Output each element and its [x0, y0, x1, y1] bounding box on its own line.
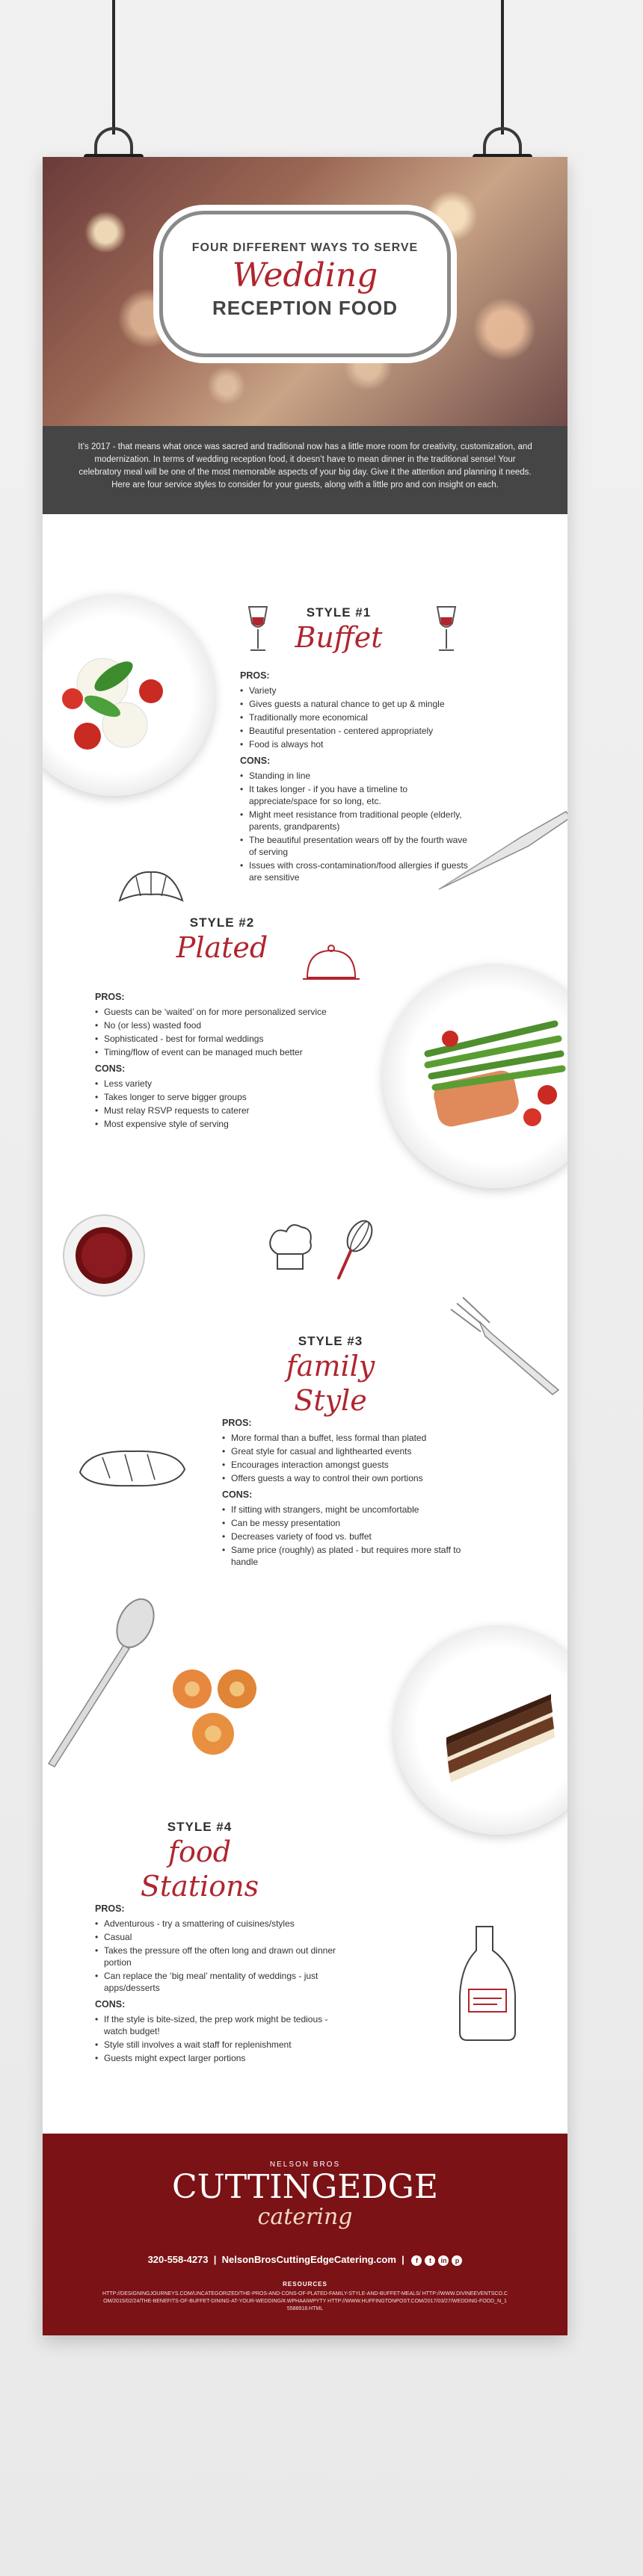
list-item: • If the style is bite-sized, the prep work might be tedious - watch budget!	[95, 2013, 342, 2037]
asparagus-salmon-icon	[383, 964, 567, 1188]
style-2-details	[95, 986, 334, 1131]
pros-label: PROS:	[95, 1903, 125, 1914]
style-name: Buffet	[295, 621, 383, 654]
liquor-bottle-icon	[446, 1921, 529, 2048]
list-item: • Style still involves a wait staff for replenishment	[95, 2039, 342, 2051]
cons-list	[95, 2013, 342, 2064]
bread-loaf-icon	[73, 1442, 192, 1495]
pros-list	[95, 1918, 342, 1994]
brand-logo: CUTTINGEDGE	[172, 2168, 438, 2206]
pros-label: PROS:	[222, 1418, 252, 1428]
cons-label: CONS:	[95, 1999, 126, 2010]
sources-list: HTTP://DESIGNINGJOURNEYS.COM/UNCATEGORIZED/THE-PROS-AND-CONS-OF-PLATED-FAMILY-STYLE-AND-BUFFET-MEALS/ HTTP://WWW.DIVINEEVENTSCO.COM/2015/02/24/THE-BENEFITS-OF-BUFFET-DINING-AT-YOUR-WEDDING/#.WPHAAIWPYTY HTTP://WWW.HUFFINGTONPOST.COM/2017/03/27/WEDDING-FOOD_N_15588918.HTML	[102, 2291, 508, 2311]
hero-banner	[43, 157, 567, 426]
style-2-heading	[140, 915, 304, 965]
social-icons	[411, 2255, 462, 2266]
style-1-heading	[256, 605, 421, 655]
asparagus-plate-image	[383, 964, 567, 1188]
list-item: • More formal than a buffet, less formal than plated	[222, 1432, 476, 1444]
list-item: • Same price (roughly) as plated - but requires more staff to handle	[222, 1544, 476, 1568]
title-top: FOUR DIFFERENT WAYS TO SERVE	[191, 241, 419, 254]
style-name: food Stations	[140, 1835, 259, 1903]
title-frame	[159, 211, 451, 357]
style-number: STYLE #1	[306, 605, 372, 620]
style-name: family Style	[286, 1350, 375, 1417]
cons-label: CONS:	[222, 1489, 253, 1500]
pros-label: PROS:	[95, 992, 125, 1002]
cons-label: CONS:	[240, 756, 271, 766]
knife-icon	[431, 807, 567, 897]
pros-label: PROS:	[240, 670, 270, 681]
list-item: • Beautiful presentation - centered appropriately	[240, 725, 472, 737]
fork-icon	[446, 1293, 566, 1397]
style-3-details	[222, 1412, 476, 1569]
style-4-heading	[117, 1820, 282, 1903]
list-item: • Most expensive style of serving	[95, 1118, 334, 1130]
list-item: • Timing/flow of event can be managed much better	[95, 1046, 334, 1058]
list-item: • No (or less) wasted food	[95, 1019, 334, 1031]
list-item: • Guests can be ‘waited’ on for more personalized service	[95, 1006, 334, 1018]
separator: |	[402, 2254, 404, 2265]
list-item: • Adventurous - try a smattering of cuisines/styles	[95, 1918, 342, 1930]
footer	[43, 2134, 567, 2335]
brand-prefix: NELSON BROS	[269, 2160, 341, 2169]
cake-plate-image	[394, 1625, 567, 1835]
list-item: • It takes longer - if you have a timeline to appreciate/space for so long, etc.	[240, 783, 472, 807]
facebook-icon[interactable]: f	[411, 2255, 422, 2266]
wine-glass-icon	[431, 604, 461, 656]
list-item: • Might meet resistance from traditional people (elderly, parents, grandparents)	[240, 809, 472, 833]
style-number: STYLE #4	[167, 1820, 233, 1834]
style-3-heading	[248, 1334, 413, 1418]
cons-label: CONS:	[95, 1063, 126, 1074]
list-item: • Less variety	[95, 1078, 334, 1090]
croissant-icon	[114, 863, 188, 915]
list-item: • Must relay RSVP requests to caterer	[95, 1105, 334, 1116]
layer-cake-icon	[394, 1625, 567, 1835]
linkedin-icon[interactable]: in	[438, 2255, 449, 2266]
phone-number[interactable]: 320-558-4273	[147, 2254, 209, 2265]
list-item: • Can be messy presentation	[222, 1517, 476, 1529]
cons-list	[222, 1504, 476, 1568]
list-item: • Food is always hot	[240, 738, 472, 750]
list-item: • Takes longer to serve bigger groups	[95, 1091, 334, 1103]
list-item: • Variety	[240, 685, 472, 696]
cons-list	[95, 1078, 334, 1130]
list-item: • Gives guests a natural chance to get up & mingle	[240, 698, 472, 710]
title-bottom: RECEPTION FOOD	[212, 297, 398, 319]
pros-list	[222, 1432, 476, 1484]
intro-paragraph: It’s 2017 - that means what once was sacred and traditional now has a little more room for creativity, customization, and modernization. In terms of wedding reception food, it doesn’t have to mean dinner in the traditional sense! Your celebratory meal will be one of the most memorable aspects of your big day. Give it the attention and planning it needs. Here are four service styles to consider for your guests, along with a little pro and con insight on each.	[43, 426, 567, 514]
caprese-salad-icon	[43, 594, 215, 796]
appetizer-bites-icon	[155, 1659, 282, 1771]
infographic-poster	[43, 157, 567, 2335]
twitter-icon[interactable]: t	[425, 2255, 435, 2266]
whisk-icon	[333, 1218, 378, 1285]
list-item: • Issues with cross-contamination/food allergies if guests are sensitive	[240, 859, 472, 883]
list-item: • Great style for casual and lighthearted events	[222, 1445, 476, 1457]
brand-tagline: catering	[257, 2204, 353, 2230]
style-number: STYLE #3	[298, 1334, 363, 1348]
cloche-icon	[301, 942, 361, 986]
list-item: • If sitting with strangers, might be uncomfortable	[222, 1504, 476, 1516]
separator: |	[213, 2254, 217, 2265]
list-item: • Casual	[95, 1931, 342, 1943]
style-4-details	[95, 1898, 342, 2066]
list-item: • Standing in line	[240, 770, 472, 782]
list-item: • The beautiful presentation wears off by the fourth wave of serving	[240, 834, 472, 858]
list-item: • Takes the pressure off the often long and drawn out dinner portion	[95, 1945, 342, 1968]
pros-list	[95, 1006, 334, 1058]
hanging-wire-left	[112, 0, 115, 135]
list-item: • Sophisticated - best for formal weddings	[95, 1033, 334, 1045]
list-item: • Encourages interaction amongst guests	[222, 1459, 476, 1471]
pros-list	[240, 685, 472, 750]
contact-line	[43, 2254, 567, 2266]
spoon-icon	[43, 1592, 162, 1771]
style-name: Plated	[176, 931, 268, 964]
list-item: • Can replace the ‘big meal’ mentality of weddings - just apps/desserts	[95, 1970, 342, 1994]
website-link[interactable]: NelsonBrosCuttingEdgeCatering.com	[221, 2254, 396, 2265]
hanging-wire-right	[501, 0, 504, 135]
list-item: • Traditionally more economical	[240, 711, 472, 723]
pinterest-icon[interactable]: p	[452, 2255, 462, 2266]
wine-glass-topdown-icon	[59, 1211, 149, 1300]
title-script: Wedding	[232, 256, 378, 294]
chef-hat-icon	[264, 1218, 316, 1278]
caprese-plate-image	[43, 594, 215, 796]
list-item: • Guests might expect larger portions	[95, 2052, 342, 2064]
sources-title: RESOURCES	[283, 2280, 327, 2288]
list-item: • Offers guests a way to control their own portions	[222, 1472, 476, 1484]
list-item: • Decreases variety of food vs. buffet	[222, 1531, 476, 1542]
style-number: STYLE #2	[189, 915, 255, 930]
